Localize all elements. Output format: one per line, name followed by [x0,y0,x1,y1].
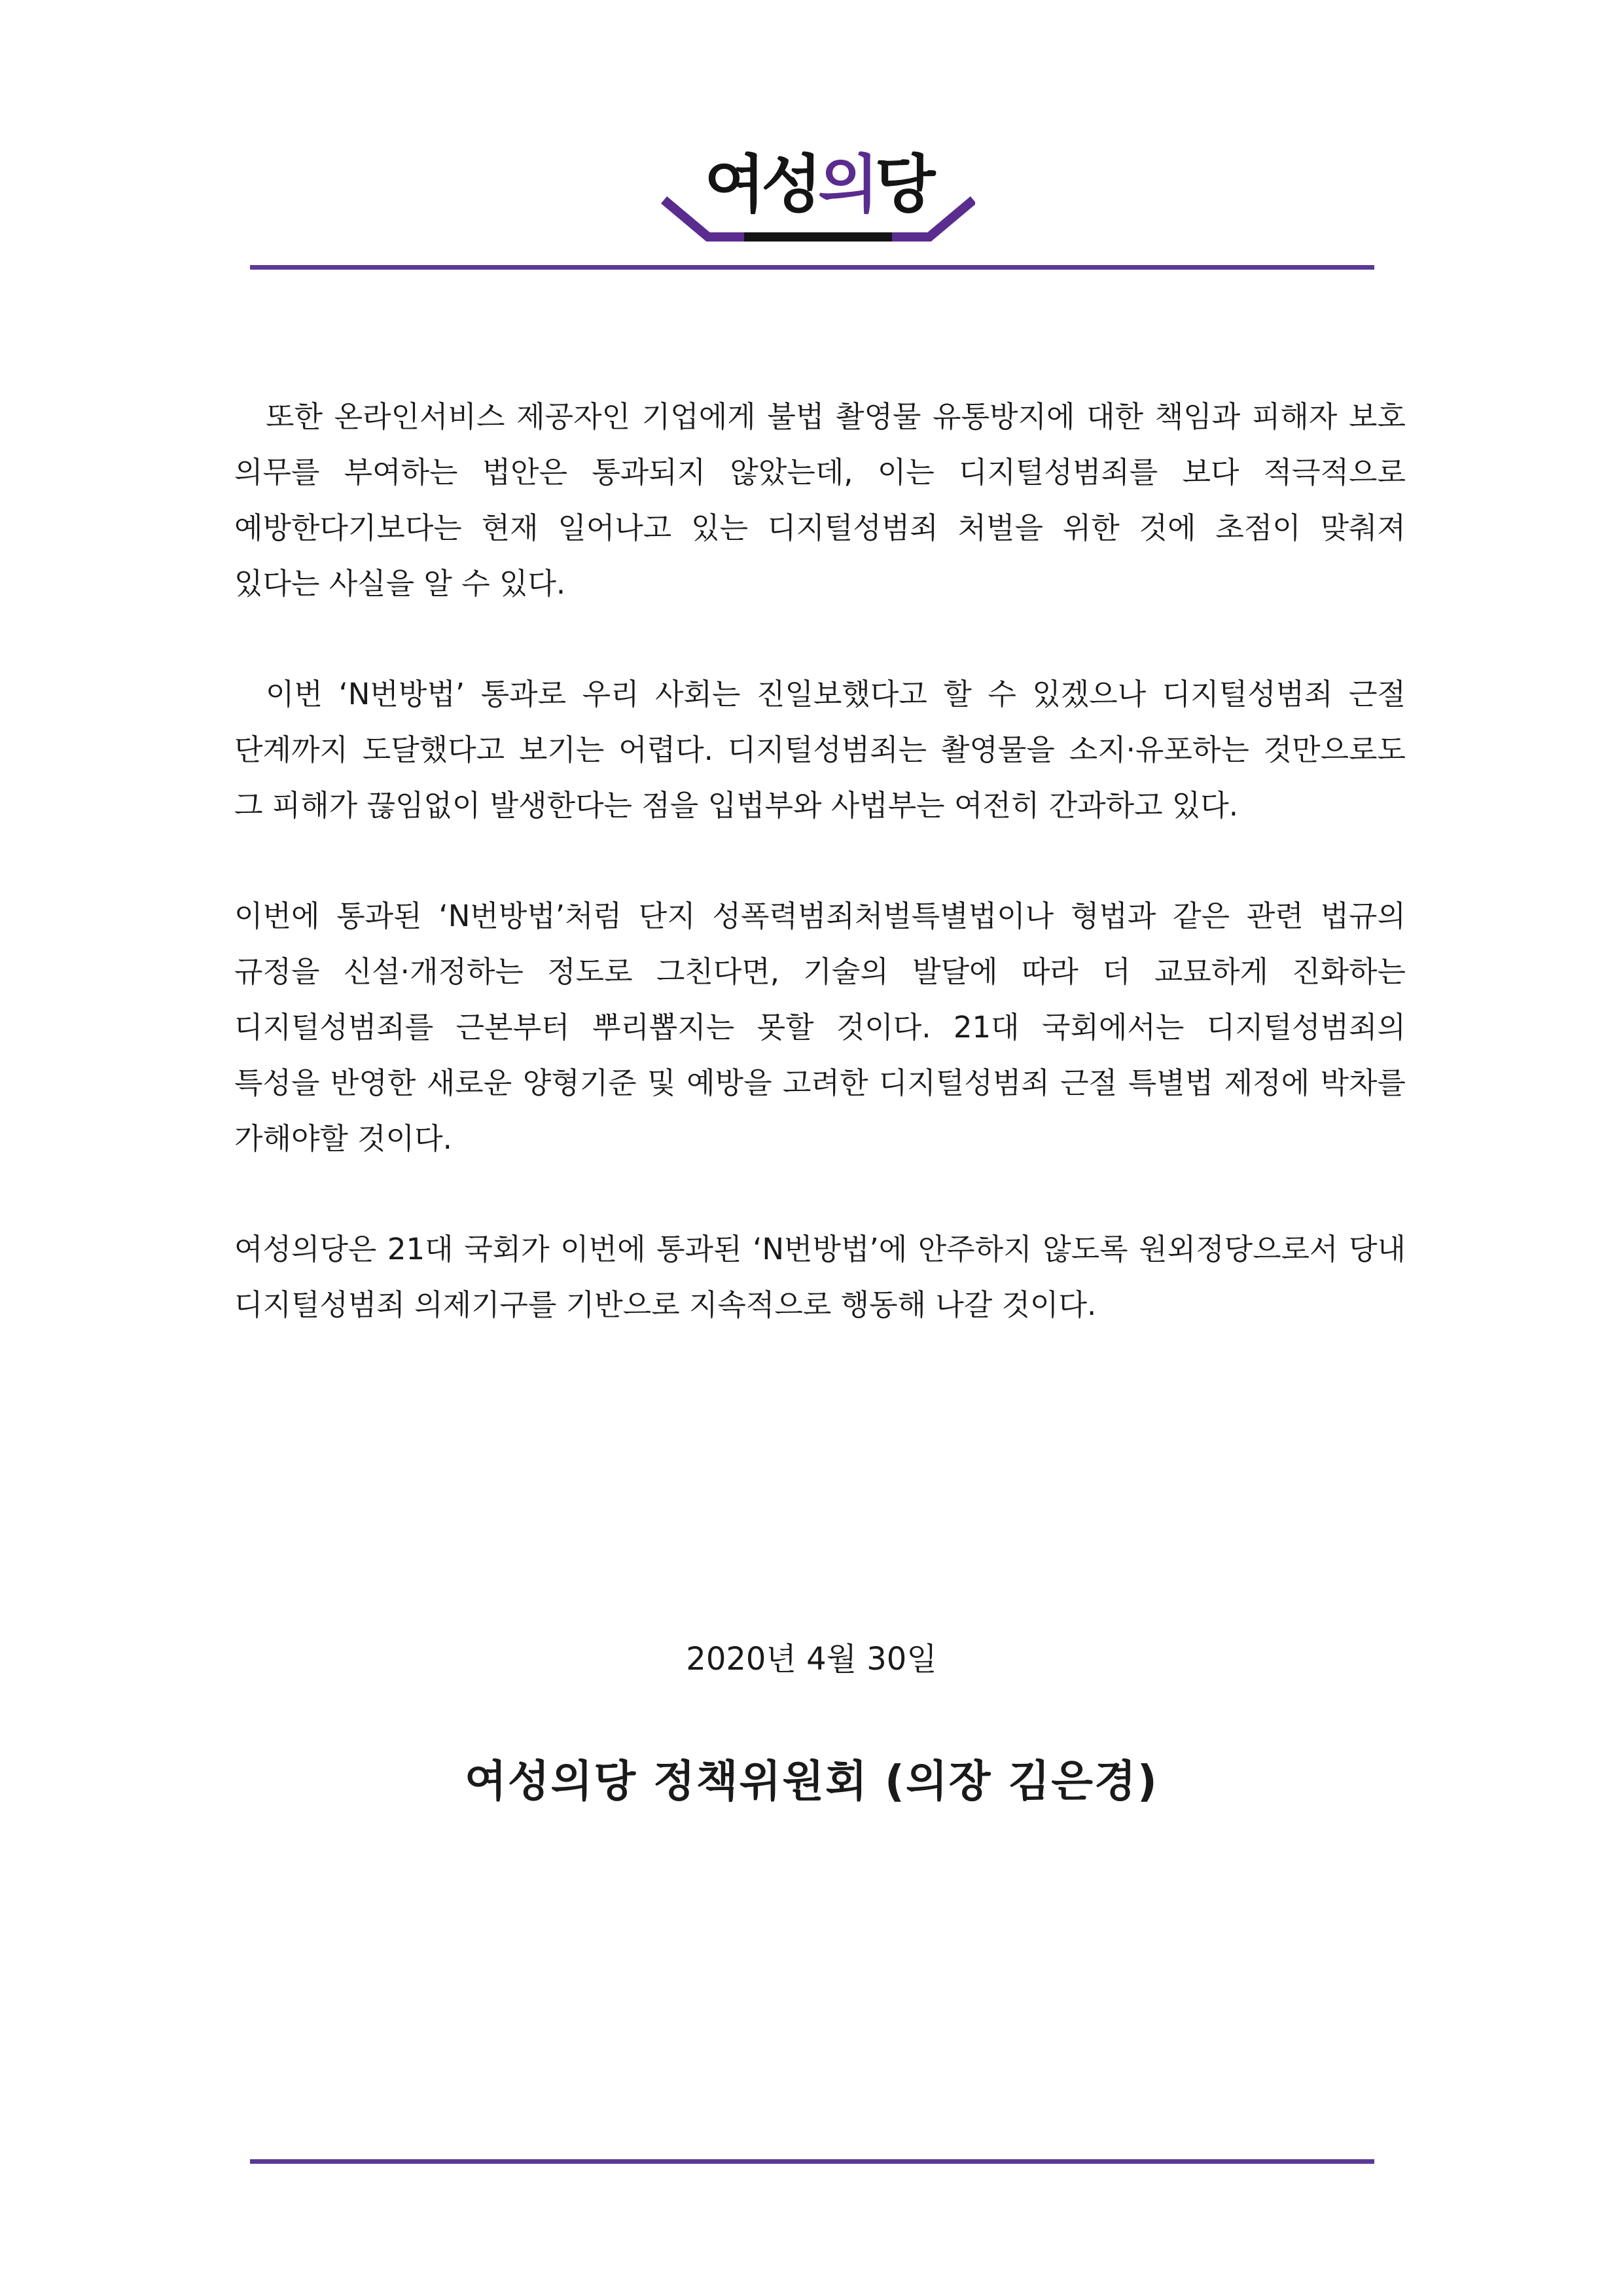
statement-date: 2020년 4월 30일 [686,1641,937,1677]
header-divider [250,265,1374,270]
paragraph-4: 여성의당은 21대 국회가 이번에 통과된 ‘N번방법’에 안주하지 않도록 원외정당으로서 당내 디지털성범죄 의제기구를 기반으로 지속적으로 행동해 나갈 것이다. [234,1232,1406,1322]
paragraph-3: 이번에 통과된 ‘N번방법’처럼 단지 성폭력범죄처벌특별법이나 형법과 같은 관련 법규의 규정을 신설·개정하는 정도로 그친다면, 기술의 발달에 따라 더 교묘하게 진화하는 디지털성범죄를 근본부터 뿌리뽑지는 못할 것이다. 21대 국회에서는 디지털성범죄의 특성을 반영한 새로운 양형기준 및 예방을 고려한 디지털성범죄 근절 특별법 제정에 박차를 가해야할 것이다. [234,899,1406,1156]
logo-text-part1: 여성 [704,148,818,221]
statement-body [234,389,1406,1388]
logo-text-part2: 당 [874,148,932,221]
logo-text-accent: 의 [817,148,875,221]
signature-line: 여성의당 정책위원회 (의장 김은경) [465,1756,1158,1806]
paragraph-2: 이번 ‘N번방법’ 통과로 우리 사회는 진일보했다고 할 수 있겠으나 디지털성범죄 근절 단계까지 도달했다고 보기는 어렵다. 디지털성범죄는 촬영물을 소지·유포하는 것만으로도 그 피해가 끊임없이 발생한다는 점을 입법부와 사법부는 여전히 간과하고 있다. [234,677,1406,823]
party-logo [661,145,975,243]
chevron-underline-icon [661,145,975,243]
paragraph-1: 또한 온라인서비스 제공자인 기업에게 불법 촬영물 유통방지에 대한 책임과 피해자 보호 의무를 부여하는 법안은 통과되지 않았는데, 이는 디지털성범죄를 보다 적극적으로 예방한다기보다는 현재 일어나고 있는 디지털성범죄 처벌을 위한 것에 초점이 맞춰져 있다는 사실을 알 수 있다. [234,399,1406,601]
footer-divider [250,2159,1374,2164]
